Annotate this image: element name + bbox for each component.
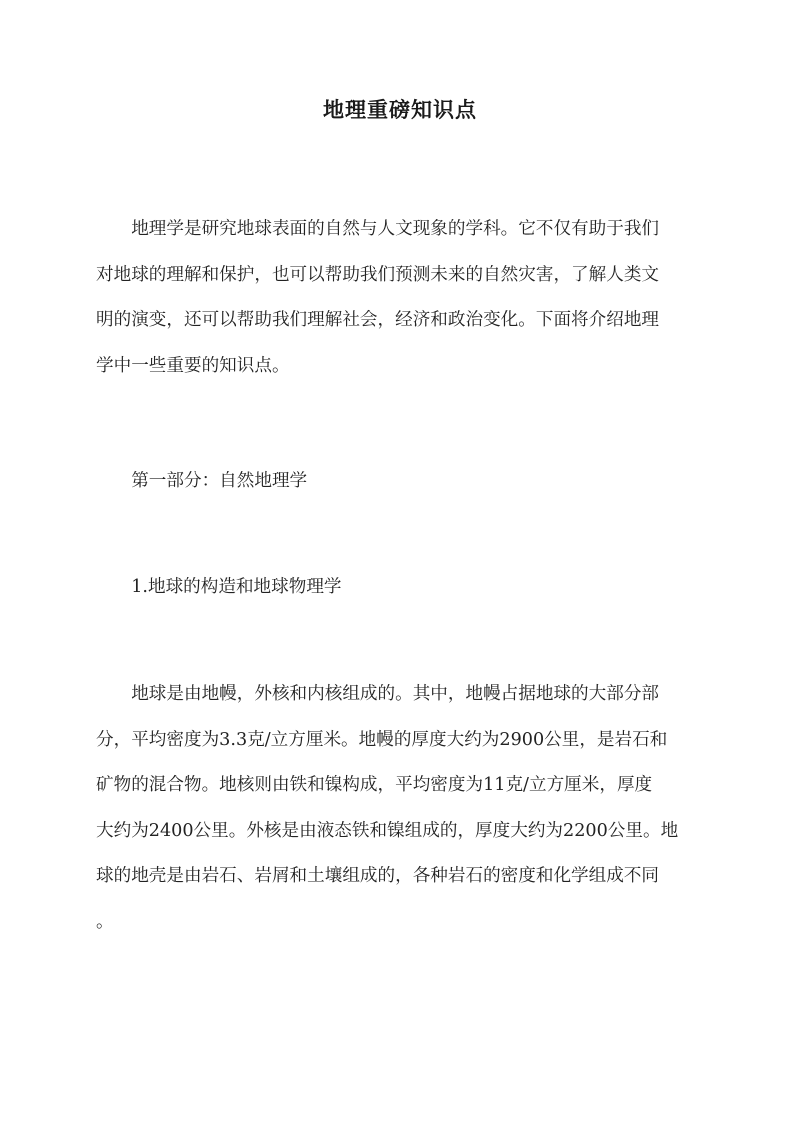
part-heading-text: 第一部分：自然地理学	[96, 471, 308, 491]
intro-line: 明的演变，还可以帮助我们理解社会，经济和政治变化。下面将介绍地理	[96, 310, 660, 330]
intro-line: 学中一些重要的知识点。	[96, 355, 290, 376]
body-line: 球的地壳是由岩石、岩屑和土壤组成的，各种岩石的密度和化学组成不同	[96, 866, 660, 886]
body-line: 矿物的混合物。地核则由铁和镍构成，平均密度为11克/立方厘米，厚度	[96, 775, 653, 795]
body-line: 大约为2400公里。外核是由液态铁和镍组成的，厚度大约为2200公里。地	[96, 820, 679, 841]
intro-paragraph	[96, 207, 704, 389]
document-title: 地理重磅知识点	[323, 97, 477, 122]
section-heading-text: 1.地球的构造和地球物理学	[96, 577, 342, 597]
body-line: 地球是由地幔，外核和内核组成的。其中，地幔占据地球的大部分部	[96, 684, 660, 704]
body-line: 分，平均密度为3.3克/立方厘米。地幔的厚度大约为2900公里，是岩石和	[96, 729, 668, 750]
body-line: 。	[96, 911, 114, 932]
part-heading	[96, 459, 704, 505]
section-heading	[96, 565, 704, 611]
intro-line: 地理学是研究地球表面的自然与人文现象的学科。它不仅有助于我们	[96, 219, 660, 239]
intro-line: 对地球的理解和保护，也可以帮助我们预测未来的自然灾害，了解人类文	[96, 264, 660, 285]
earth-structure-paragraph	[96, 672, 704, 945]
